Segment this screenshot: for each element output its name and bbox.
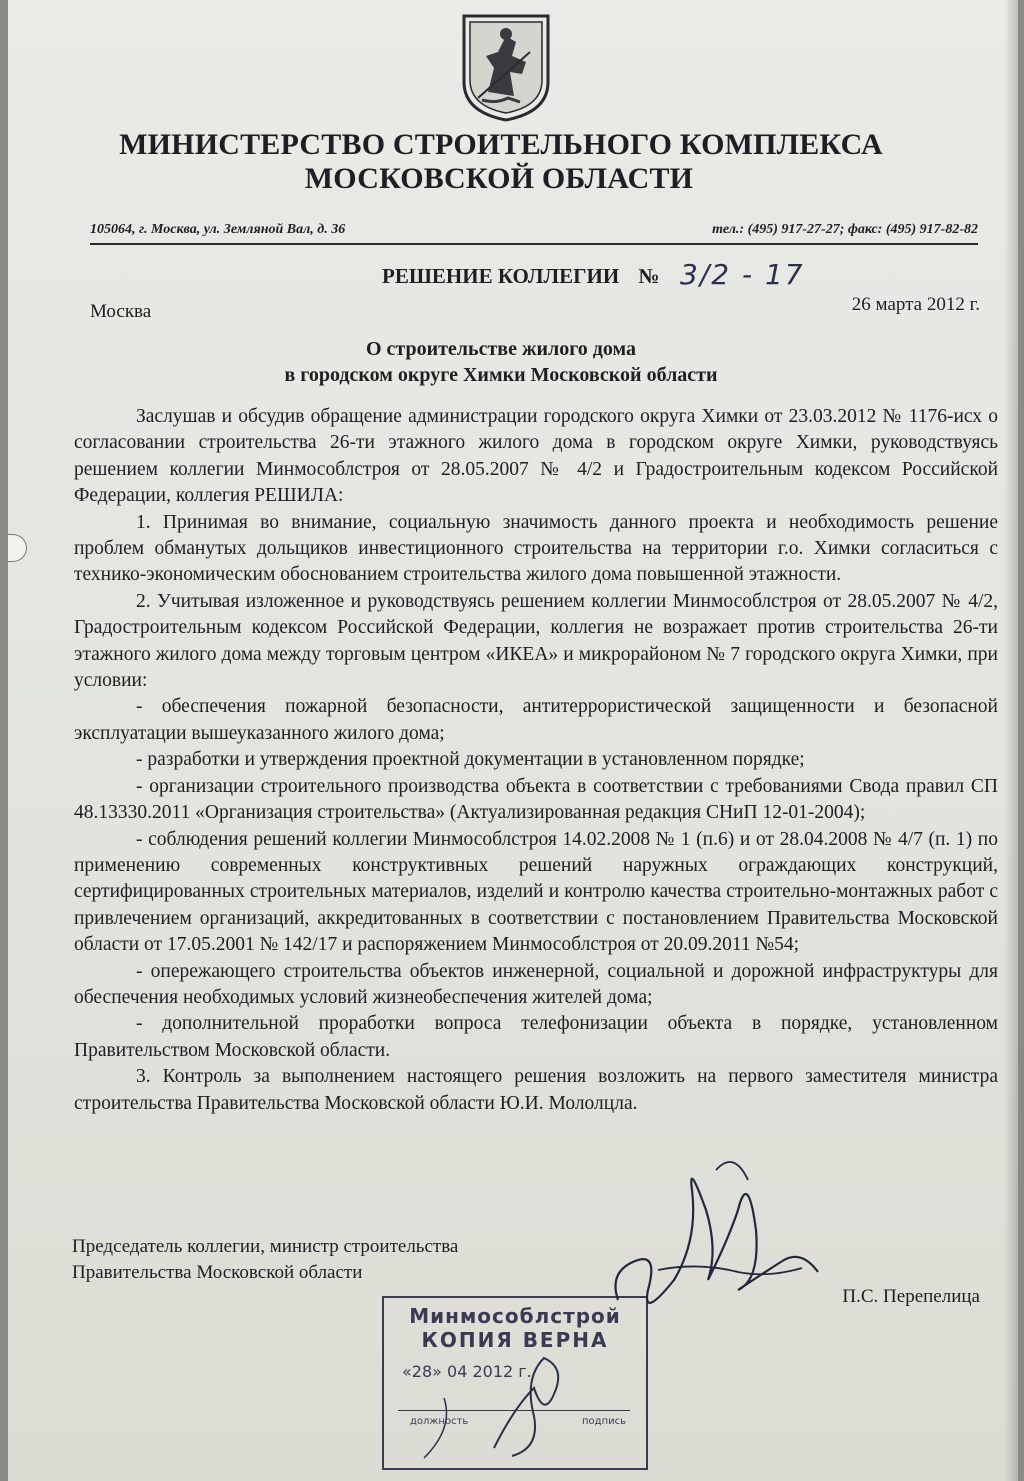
stamp-title: КОПИЯ ВЕРНА <box>421 1328 609 1352</box>
decision-city: Москва <box>90 301 152 322</box>
stamp-org: Минмособлстрой <box>409 1304 621 1328</box>
condition-item: - опережающего строительства объектов инженерной, социальной и дорожной инфраструктуры для обеспечения необходимых условий жизнеобеспечения жителей дома; <box>74 960 998 1008</box>
decision-date: 26 марта 2012 г. <box>851 294 980 315</box>
ministry-phones: тел.: (495) 917-27-27; факс: (495) 917-82-82 <box>712 222 978 237</box>
condition-item: - обеспечения пожарной безопасности, антитеррористической защищенности и безопасной эксплуатации вышеуказанного жилого дома; <box>74 696 998 744</box>
header-divider <box>90 243 978 245</box>
ministry-address: 105064, г. Москва, ул. Земляной Вал, д. 36 <box>90 222 346 237</box>
condition-item: - соблюдения решений коллегии Минмособлстроя 14.02.2008 № 1 (п.6) и от 28.04.2008 № 4/7 (п. 1) по применению современных конструктивных решений наружных ограждающих конструкций, сертифицированных строительных материалов, изделий и контролю качества строительно-монтажных работ с привлечением организаций, аккредитованных в соответствии с постановлением Правительства Московской области от 17.05.2001 № 142/17 и распоряжением Минмособлстроя от 20.09.2011 №54; <box>74 828 998 956</box>
chair-title-line2: Правительства Московской области <box>72 1262 363 1283</box>
point-3: 3. Контроль за выполнением настоящего решения возложить на первого заместителя министра строительства Правительства Московской области Ю.И. Мололцла. <box>74 1066 998 1114</box>
subject-line2: в городском округе Химки Московской области <box>284 364 718 386</box>
decision-number-handwritten: 3/2 - 17 <box>680 258 805 291</box>
point-2: 2. Учитывая изложенное и руководствуясь решением коллегии Минмособлстроя от 28.05.2007 № 4/2, Градостроительным кодексом Российской Федерации, коллегия не возражает против строительства 26-ти этажного жилого дома между торговым центром «ИКЕА» и микрорайоном № 7 городского округа Химки, при условии: <box>74 590 998 692</box>
decision-title-text: РЕШЕНИЕ КОЛЛЕГИИ <box>382 264 620 288</box>
stamp-signature-label: подпись <box>582 1416 626 1427</box>
coat-of-arms-icon <box>460 12 552 124</box>
condition-item: - разработки и утверждения проектной документации в установленном порядке; <box>136 749 805 771</box>
page-edge-shadow <box>1004 0 1018 1481</box>
decision-body <box>74 404 998 1117</box>
ministry-name-line2: МОСКОВСКОЙ ОБЛАСТИ <box>304 162 694 195</box>
ministry-name-line1: МИНИСТЕРСТВО СТРОИТЕЛЬНОГО КОМПЛЕКСА <box>119 128 883 161</box>
decision-number-sign: № <box>638 264 660 288</box>
punch-hole-mark <box>8 534 27 562</box>
condition-item: - дополнительной проработки вопроса телефонизации объекта в порядке, установленном Правительством Московской области. <box>74 1013 998 1061</box>
signer-name: П.С. Перепелица <box>842 1286 980 1307</box>
point-1: 1. Принимая во внимание, социальную значимость данного проекта и необходимость решение проблем обманутых дольщиков инвестиционного строительства на территории г.о. Химки согласиться с технико-экономическим обоснованием строительства жилого дома повышенной этажности. <box>74 511 998 586</box>
document-page <box>8 0 1018 1481</box>
signature-icon <box>588 1150 828 1330</box>
decision-title <box>382 264 660 289</box>
stamp-position-label: должность <box>410 1416 469 1427</box>
stamp-date: «28» 04 2012 г. <box>402 1362 532 1381</box>
intro-paragraph: Заслушав и обсудив обращение администрации городского округа Химки от 23.03.2012 № 1176-исх о согласовании строительства 26-ти этажного жилого дома в городском округе Химки, руководствуясь решением коллегии Минмособлстроя от 28.05.2007 № 4/2 и Градостроительным кодексом Российской Федерации, коллегия РЕШИЛА: <box>74 406 998 507</box>
chair-title-line1: Председатель коллегии, министр строительства <box>72 1236 459 1257</box>
subject-line1: О строительстве жилого дома <box>365 338 637 360</box>
condition-item: - организации строительного производства объекта в соответствии с требованиями Свода правил СП 48.13330.2011 «Организация строительства» (Актуализированная редакция СНиП 12-01-2004); <box>74 775 998 824</box>
